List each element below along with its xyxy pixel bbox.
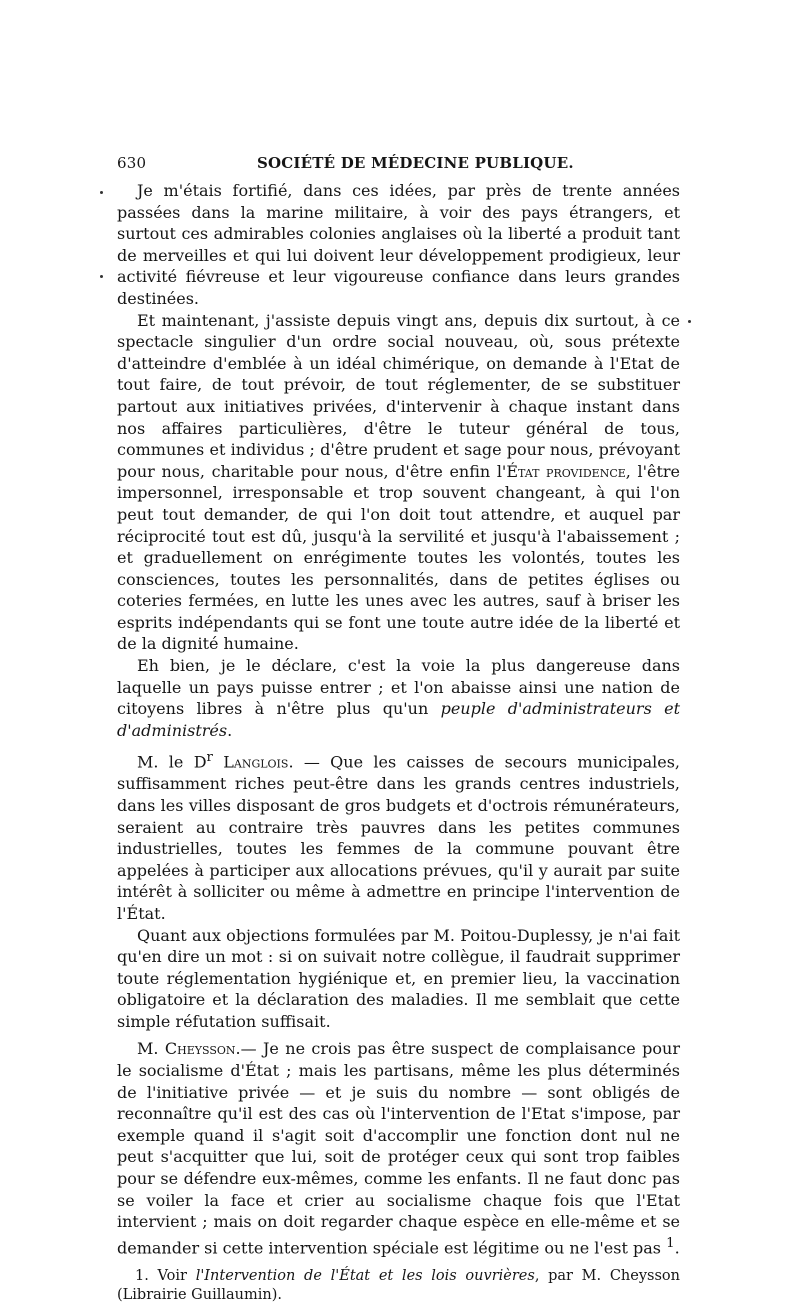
margin-speck xyxy=(100,191,103,194)
paragraph-declaration xyxy=(117,655,680,741)
footnote-text: , par M. Cheysson (Librairie Guillaumin). xyxy=(117,1267,680,1304)
footnote-title: l'Intervention de l'État et les lois ouvrières xyxy=(195,1267,535,1284)
paragraph-colonies: Je m'étais fortifié, dans ces idées, par près de trente années passées dans la marine militaire, à voir des pays étrangers, et surtout ces admirables colonies anglaises où la liberté a produit tant de merveilles et qui lui doivent leur développement prodigieux, leur activité fiévreuse et leur vigoureuse confiance dans leurs grandes destinées. xyxy=(117,181,680,308)
page-number: 630 xyxy=(117,154,147,172)
italic-phrase: peuple d'administrateurs et d'administrés xyxy=(117,699,681,740)
speaker-name: Langlois xyxy=(223,752,289,772)
footnote-reference: 1 xyxy=(666,1235,675,1251)
speaker-prefix: M. le D xyxy=(137,752,207,772)
paragraph-objections: Quant aux objections formulées par M. Poitou-Duplessy, je n'ai fait qu'en dire un mot : si on suivait notre collègue, il faudrait supprimer toute réglementation hygiénique et, en premier lieu, la vaccination obligatoire et la déclaration des maladies. Il me semblait que cette simple réfutation suffisait. xyxy=(117,925,680,1031)
paragraph-text: . xyxy=(227,720,233,740)
paragraph-langlois xyxy=(117,747,680,924)
paragraph-text: Et maintenant, j'assiste depuis vingt ans, depuis dix surtout, à ce spectacle singulier d'un ordre social nouveau, où, sous prétexte d'atteindre d'emblée à un idéal chimérique, on demande à l'Etat de tout faire, de tout prévoir, de tout réglementer, de se substituer partout aux initiatives privées, d'intervenir à chaque instant dans nos affaires particulières, d'être le tuteur général de tous, communes et individus ; d'être prudent et sage pour nous, prévoyant pour nous, charitable pour nous, d'être enfin l' xyxy=(117,310,680,481)
paragraph-cheysson xyxy=(117,1038,680,1258)
body-text xyxy=(117,180,680,1259)
margin-speck xyxy=(688,320,691,323)
paragraph-text: . — Que les caisses de secours municipales, suffisamment riches peut-être dans les grands centres industriels, dans les villes disposant de gros budgets et d'octrois rémunérateurs, seraient au contraire très pauvres dans les petites communes industrielles, toutes les femmes de la commune pouvant être appelées à participer aux allocations prévues, qu'il y aurait par suite intérêt à solliciter ou même à admettre en principe l'intervention de l'État. xyxy=(117,752,680,923)
paragraph-text: .— Je ne crois pas être suspect de complaisance pour le socialisme d'État ; mais les partisans, même les plus déterminés de l'initiative privée — et je suis du nombre — sont obligés de reconnaître qu'il est des cas où l'intervention de l'Etat s'impose, par exemple quand il s'agit soit d'accomplir une fonction dont nul ne peut s'acquitter que lui, soit de protéger ceux qui sont trop faibles pour se défendre eux-mêmes, comme les enfants. Il ne faut donc pas se voiler la face et crier au socialisme chaque fois que l'Etat intervient ; mais on doit regarder chaque espèce en elle-même et se demander si cette intervention spéciale est légitime ou ne l'est pas xyxy=(117,1039,680,1258)
margin-speck xyxy=(100,275,103,278)
speaker-prefix: M. xyxy=(137,1039,165,1059)
footnote xyxy=(117,1267,680,1306)
paragraph-etat-providence xyxy=(117,310,680,656)
book-page xyxy=(117,150,680,1306)
running-head xyxy=(117,150,680,180)
paragraph-text: . xyxy=(674,1238,680,1258)
running-title: SOCIÉTÉ DE MÉDECINE PUBLIQUE. xyxy=(257,154,574,172)
speaker-title-sup: r xyxy=(206,750,213,766)
smallcaps-term: État providence xyxy=(506,461,626,481)
footnote-text: Voir xyxy=(148,1267,196,1284)
footnote-number: 1. xyxy=(135,1267,149,1284)
paragraph-text: , l'être impersonnel, irresponsable et trop souvent changeant, à qui l'on peut tout demander, de qui l'on doit tout attendre, et auquel par réciprocité tout est dû, jusqu'à la servilité et jusqu'à l'abaissement ; et graduellement on enrégimente toutes les volontés, toutes les consciences, toutes les personnalités, dans de petites églises ou coteries fermées, en lutte les unes avec les autres, sauf à briser les esprits indépendants qui se font une toute autre idée de la liberté et de la dignité humaine. xyxy=(117,461,681,654)
speaker-name: Cheysson xyxy=(164,1039,236,1059)
paragraph-text: Eh bien, je le déclare, c'est la voie la plus dangereuse dans laquelle un pays puisse entrer ; et l'on abaisse ainsi une nation de citoyens libres à n'être plus qu'un xyxy=(117,656,680,719)
